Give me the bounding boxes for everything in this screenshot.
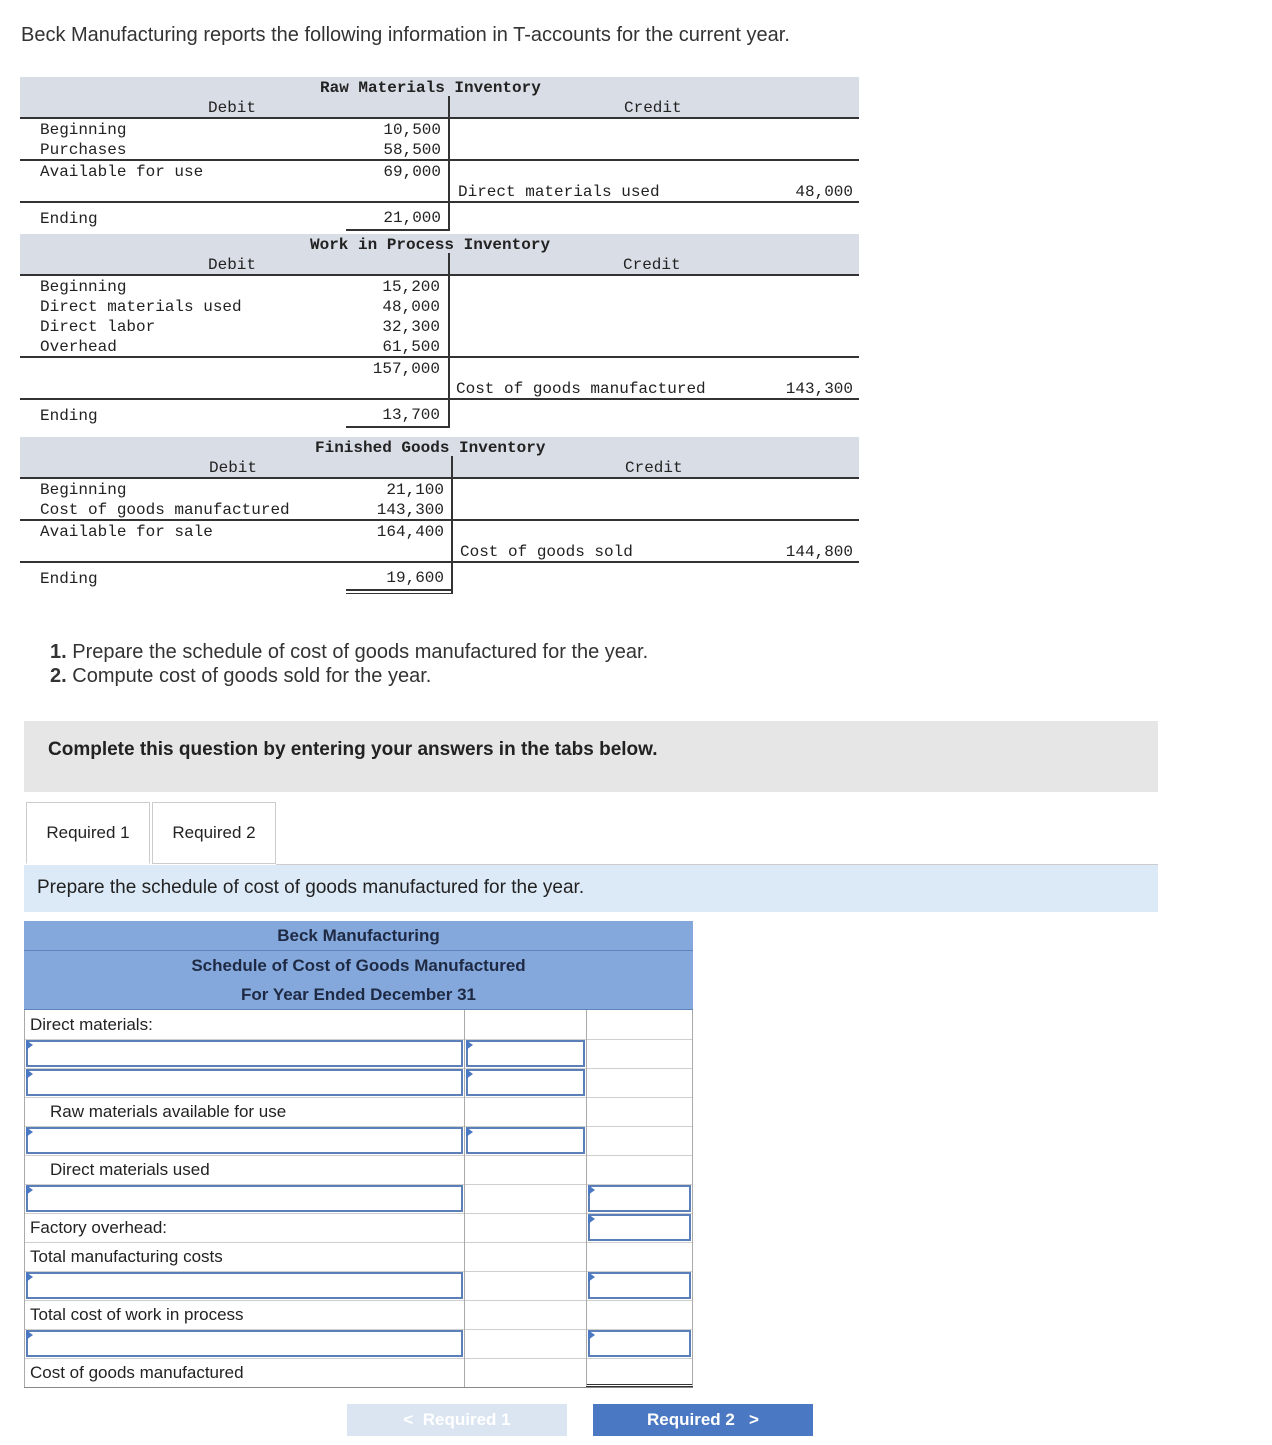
raw-t-stem xyxy=(448,96,450,231)
row-input-5 xyxy=(24,1271,693,1301)
row6-col2 xyxy=(464,1155,586,1184)
schedule-period: For Year Ended December 31 xyxy=(24,980,693,1010)
raw-available-label: Raw materials available for use xyxy=(24,1097,464,1126)
fg-top-rule xyxy=(20,477,859,479)
wip-ending-value: 13,700 xyxy=(382,406,440,424)
raw-beginning-value: 10,500 xyxy=(383,121,441,139)
row-input-3 xyxy=(24,1126,693,1156)
wip-credit-entry-label: Cost of goods manufactured xyxy=(456,380,706,398)
cogm-label: Cost of goods manufactured xyxy=(24,1358,464,1387)
row1-col3 xyxy=(586,1010,693,1039)
fg-debit-label: Debit xyxy=(209,459,258,477)
row-input-2 xyxy=(24,1068,693,1098)
row11-col2 xyxy=(464,1300,586,1329)
raw-purchases-label: Purchases xyxy=(40,141,127,159)
raw-ending-rule xyxy=(346,229,450,231)
dm-item3-amount-input[interactable] xyxy=(466,1127,585,1154)
cost-item-amount-input[interactable] xyxy=(588,1185,691,1212)
fg-available-label: Available for sale xyxy=(40,523,213,541)
row6-col3 xyxy=(586,1155,693,1184)
next-button[interactable]: Required 2 > xyxy=(593,1404,813,1436)
fg-cogm-value: 143,300 xyxy=(376,501,444,519)
dm-item3-label-input[interactable] xyxy=(26,1127,463,1154)
ending-wip-amount-input[interactable] xyxy=(588,1330,691,1357)
wip-dm-value: 48,000 xyxy=(382,298,440,316)
dm-item1-amount-input[interactable] xyxy=(466,1040,585,1067)
instruction-band xyxy=(24,865,1158,912)
row-input-6 xyxy=(24,1329,693,1359)
task-1: 1. Prepare the schedule of cost of goods manufactured for the year. xyxy=(50,641,649,663)
row10-col2 xyxy=(464,1271,586,1300)
wip-beginning-label: Beginning xyxy=(40,278,127,296)
wip-oh-value: 61,500 xyxy=(382,338,440,356)
raw-credit-entry-label: Direct materials used xyxy=(458,183,660,201)
fg-title: Finished Goods Inventory xyxy=(315,439,546,457)
complete-text: Complete this question by entering your answers in the tabs below. xyxy=(48,739,658,760)
complete-banner xyxy=(24,721,1158,792)
row7-col2 xyxy=(464,1184,586,1213)
wip-ending-rule xyxy=(346,426,450,428)
task-2: 2. Compute cost of goods sold for the year. xyxy=(50,665,432,687)
fg-ending-value: 19,600 xyxy=(386,569,444,587)
fg-ending-label: Ending xyxy=(40,570,98,588)
fg-cogm-label: Cost of goods manufactured xyxy=(40,501,290,519)
dm-item1-label-input[interactable] xyxy=(26,1040,463,1067)
row9-col2 xyxy=(464,1242,586,1271)
row5-col3 xyxy=(586,1126,693,1155)
fg-bottom-rule xyxy=(20,561,859,563)
raw-purchases-value: 58,500 xyxy=(383,141,441,159)
fg-t-stem xyxy=(451,456,453,594)
wip-dm-label: Direct materials used xyxy=(40,298,242,316)
row1-col2 xyxy=(464,1010,586,1039)
ending-wip-label-input[interactable] xyxy=(26,1330,463,1357)
factory-overhead-input[interactable] xyxy=(588,1214,691,1241)
wip-item-amount-input[interactable] xyxy=(588,1272,691,1299)
intro-text: Beck Manufacturing reports the following information in T-accounts for the current year. xyxy=(21,24,790,46)
wip-t-stem xyxy=(448,253,450,428)
wip-dl-label: Direct labor xyxy=(40,318,156,336)
row4-col3 xyxy=(586,1097,693,1126)
row-raw-available xyxy=(24,1097,693,1127)
raw-debit-label: Debit xyxy=(208,99,257,117)
total-wip-label: Total cost of work in process xyxy=(24,1300,464,1329)
schedule-title: Schedule of Cost of Goods Manufactured xyxy=(24,951,693,981)
row-total-wip xyxy=(24,1300,693,1330)
raw-ending-label: Ending xyxy=(40,210,98,228)
raw-ending-value: 21,000 xyxy=(383,209,441,227)
row-total-mfg xyxy=(24,1242,693,1272)
wip-title: Work in Process Inventory xyxy=(310,236,551,254)
dm-item2-label-input[interactable] xyxy=(26,1069,463,1096)
raw-available-value: 69,000 xyxy=(383,163,441,181)
row-factory-overhead xyxy=(24,1213,693,1243)
fg-beginning-value: 21,100 xyxy=(386,481,444,499)
row-input-4 xyxy=(24,1184,693,1214)
wip-dl-value: 32,300 xyxy=(382,318,440,336)
wip-ending-label: Ending xyxy=(40,407,98,425)
raw-bottom-rule xyxy=(20,201,859,203)
chevron-right-icon: > xyxy=(734,1410,759,1429)
dm-used-label: Direct materials used xyxy=(24,1155,464,1184)
prev-button[interactable]: < Required 1 xyxy=(347,1404,567,1436)
raw-mid-rule xyxy=(20,159,859,161)
row12-col2 xyxy=(464,1329,586,1358)
wip-credit-entry-value: 143,300 xyxy=(785,380,853,398)
raw-credit-entry-value: 48,000 xyxy=(795,183,853,201)
wip-item-label-input[interactable] xyxy=(26,1272,463,1299)
cost-item-label-input[interactable] xyxy=(26,1185,463,1212)
tab-required-1[interactable]: Required 1 xyxy=(26,802,150,864)
raw-beginning-label: Beginning xyxy=(40,121,127,139)
cogm-amount-cell xyxy=(586,1358,693,1387)
wip-debit-label: Debit xyxy=(208,256,257,274)
direct-materials-label: Direct materials: xyxy=(24,1010,464,1039)
fg-credit-entry-label: Cost of goods sold xyxy=(460,543,633,561)
fg-ending-rule-double xyxy=(346,593,453,594)
raw-title: Raw Materials Inventory xyxy=(320,79,541,97)
instruction-text: Prepare the schedule of cost of goods manufactured for the year. xyxy=(37,877,585,898)
dm-item2-amount-input[interactable] xyxy=(466,1069,585,1096)
row-cogm xyxy=(24,1358,693,1388)
wip-top-rule xyxy=(20,274,859,276)
row-direct-materials xyxy=(24,1010,693,1040)
tab-required-2[interactable]: Required 2 xyxy=(152,802,276,864)
wip-credit-label: Credit xyxy=(623,256,681,274)
fg-credit-entry-value: 144,800 xyxy=(785,543,853,561)
row9-col3 xyxy=(586,1242,693,1271)
wip-bottom-rule xyxy=(20,398,859,400)
total-mfg-label: Total manufacturing costs xyxy=(24,1242,464,1271)
wip-beginning-value: 15,200 xyxy=(382,278,440,296)
row8-col2 xyxy=(464,1213,586,1242)
wip-mid-rule xyxy=(20,356,859,358)
row-input-1 xyxy=(24,1039,693,1069)
wip-oh-label: Overhead xyxy=(40,338,117,356)
raw-credit-label: Credit xyxy=(624,99,682,117)
fg-ending-rule xyxy=(346,589,453,591)
chevron-left-icon: < xyxy=(403,1410,423,1429)
task-list xyxy=(50,640,648,688)
row13-col2 xyxy=(464,1358,586,1387)
wip-total-value: 157,000 xyxy=(372,360,440,378)
row11-col3 xyxy=(586,1300,693,1329)
row4-col2 xyxy=(464,1097,586,1126)
fg-mid-rule xyxy=(20,519,859,521)
factory-overhead-label: Factory overhead: xyxy=(24,1213,464,1242)
row-dm-used xyxy=(24,1155,693,1185)
fg-credit-label: Credit xyxy=(625,459,683,477)
raw-top-rule xyxy=(20,117,859,119)
schedule-company: Beck Manufacturing xyxy=(24,921,693,951)
fg-available-value: 164,400 xyxy=(376,523,444,541)
row3-col3 xyxy=(586,1068,693,1097)
row2-col3 xyxy=(586,1039,693,1068)
fg-beginning-label: Beginning xyxy=(40,481,127,499)
raw-available-label: Available for use xyxy=(40,163,204,181)
